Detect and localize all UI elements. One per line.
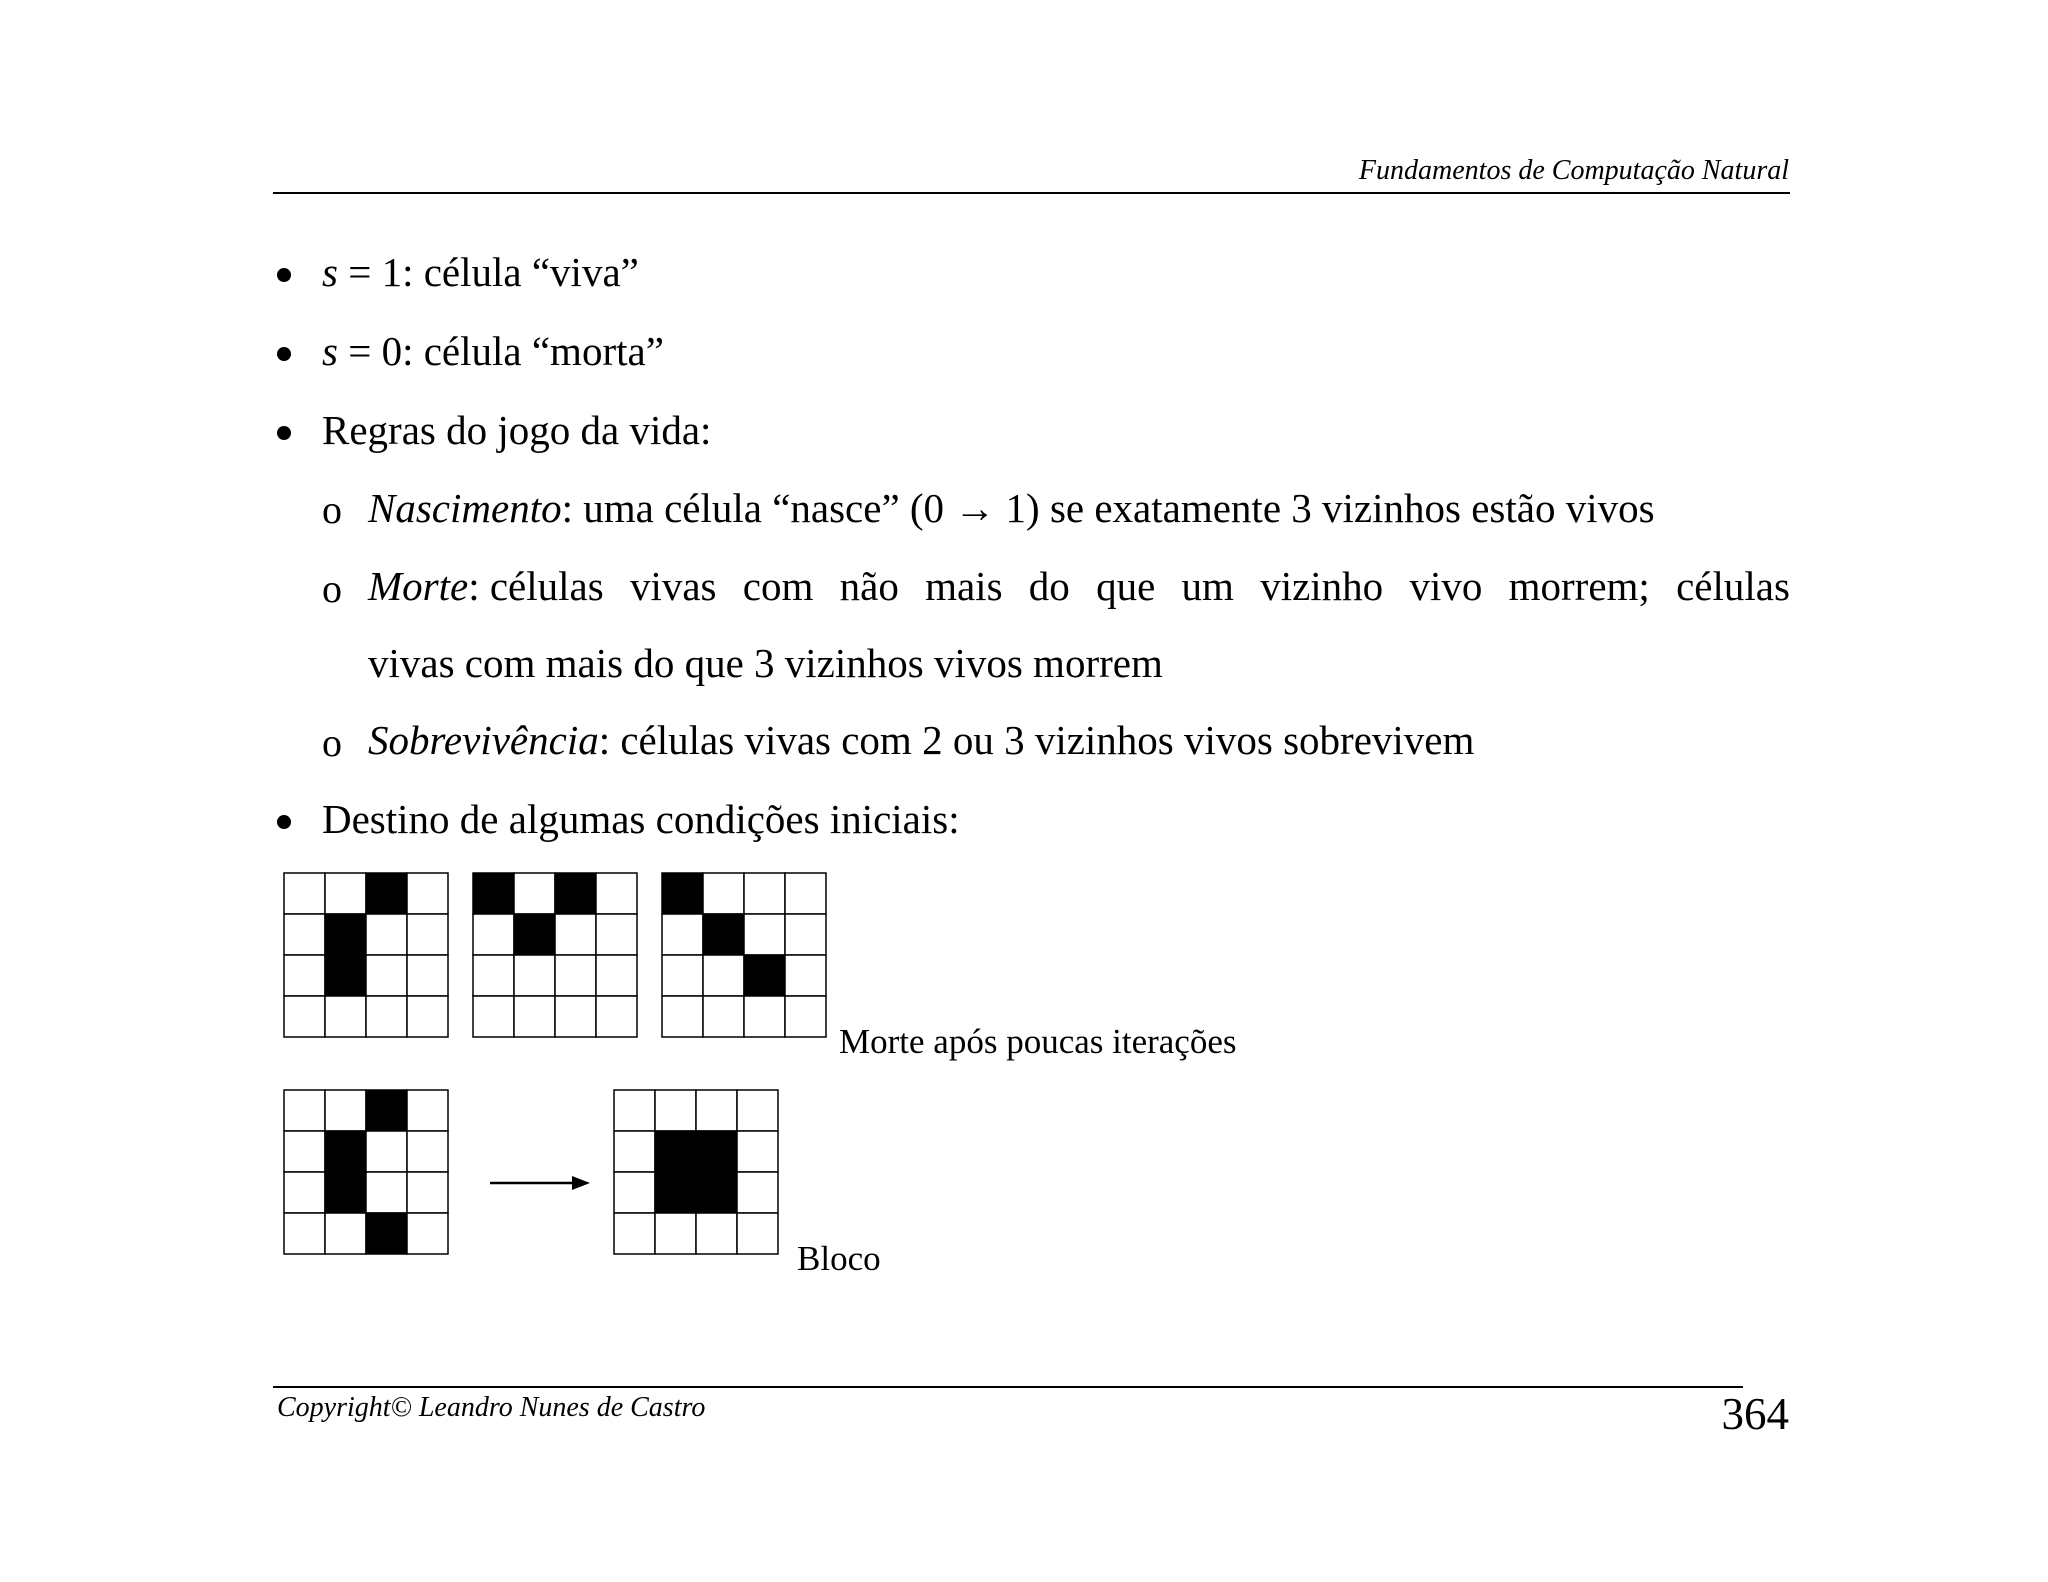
dead-cell — [407, 914, 448, 955]
live-cell — [662, 873, 703, 914]
dead-cell — [325, 873, 366, 914]
rule-morte-word: : células — [468, 563, 604, 609]
live-cell — [325, 955, 366, 996]
dead-cell — [696, 1213, 737, 1254]
rule-morte-word: um — [1181, 563, 1234, 609]
life-grid-3 — [661, 872, 827, 1038]
dead-cell — [744, 873, 785, 914]
rule-morte-word: morrem; — [1508, 563, 1650, 609]
life-grid-5-block — [613, 1089, 779, 1255]
dead-cell — [555, 955, 596, 996]
rule-morte-line2: vivas com mais do que 3 vizinhos vivos morrem — [368, 640, 1163, 686]
live-cell — [473, 873, 514, 914]
sub-bullet-marker: o — [322, 720, 342, 765]
dead-cell — [614, 1090, 655, 1131]
rule-morte-word: com — [742, 563, 814, 609]
dead-cell — [366, 1172, 407, 1213]
dead-cell — [744, 914, 785, 955]
caption-morte: Morte após poucas iterações — [839, 1022, 1237, 1061]
life-grid-4 — [283, 1089, 449, 1255]
dead-cell — [703, 996, 744, 1037]
variable-s: s — [322, 328, 338, 374]
rule-nascimento — [368, 485, 1655, 531]
rule-morte-word: que — [1096, 563, 1156, 609]
dead-cell — [407, 1172, 448, 1213]
rule-morte-word: vivo — [1409, 563, 1483, 609]
dead-cell — [514, 873, 555, 914]
dead-cell — [514, 955, 555, 996]
bullet-dot — [277, 268, 291, 282]
dead-cell — [473, 914, 514, 955]
dead-cell — [325, 1090, 366, 1131]
variable-s: s — [322, 249, 338, 295]
dead-cell — [655, 1213, 696, 1254]
dead-cell — [555, 996, 596, 1037]
transition-arrow-icon — [488, 1172, 592, 1194]
bullet-dot — [277, 347, 291, 361]
live-cell — [696, 1131, 737, 1172]
live-cell — [366, 873, 407, 914]
rule-sobrevivencia-term: Sobrevivência — [368, 717, 599, 763]
dead-cell — [284, 1131, 325, 1172]
rule-morte-line1 — [368, 563, 1790, 609]
dead-cell — [785, 996, 826, 1037]
dead-cell — [366, 955, 407, 996]
sub-bullet-marker: o — [322, 487, 342, 532]
live-cell — [744, 955, 785, 996]
rule-sobrevivencia — [368, 717, 1475, 763]
dead-cell — [473, 955, 514, 996]
dead-cell — [614, 1213, 655, 1254]
dead-cell — [407, 1213, 448, 1254]
rule-morte-word: do — [1028, 563, 1070, 609]
copyright: Copyright© Leandro Nunes de Castro — [277, 1392, 706, 1423]
bullet-dot — [277, 815, 291, 829]
life-grid-1 — [283, 872, 449, 1038]
live-cell — [655, 1131, 696, 1172]
dead-cell — [407, 873, 448, 914]
live-cell — [325, 914, 366, 955]
bullet-destino: Destino de algumas condições iniciais: — [322, 796, 960, 842]
rule-morte-term: Morte — [368, 563, 469, 609]
live-cell — [366, 1090, 407, 1131]
rule-morte-word: não — [839, 563, 899, 609]
dead-cell — [596, 914, 637, 955]
page-number: 364 — [1721, 1389, 1789, 1439]
dead-cell — [284, 996, 325, 1037]
dead-cell — [366, 1131, 407, 1172]
bullet-s0-text: = 0: célula “morta” — [337, 328, 664, 374]
dead-cell — [614, 1172, 655, 1213]
dead-cell — [662, 996, 703, 1037]
dead-cell — [703, 873, 744, 914]
dead-cell — [596, 955, 637, 996]
live-cell — [655, 1172, 696, 1213]
dead-cell — [785, 873, 826, 914]
dead-cell — [737, 1131, 778, 1172]
dead-cell — [284, 1213, 325, 1254]
rule-morte-word: células — [1676, 563, 1790, 609]
header-rule — [273, 192, 1790, 194]
dead-cell — [407, 996, 448, 1037]
rule-nascimento-text: : uma célula “nasce” (0 → 1) se exatamente 3 vizinhos estão vivos — [561, 485, 1655, 531]
dead-cell — [596, 996, 637, 1037]
bullet-s1-text: = 1: célula “viva” — [337, 249, 639, 295]
dead-cell — [284, 955, 325, 996]
rule-sobrevivencia-text: : células vivas com 2 ou 3 vizinhos vivos sobrevivem — [598, 717, 1475, 763]
live-cell — [696, 1172, 737, 1213]
dead-cell — [284, 1090, 325, 1131]
caption-bloco: Bloco — [797, 1239, 881, 1278]
live-cell — [366, 1213, 407, 1254]
dead-cell — [284, 1172, 325, 1213]
live-cell — [325, 1172, 366, 1213]
bullet-rules-heading: Regras do jogo da vida: — [322, 407, 712, 453]
rule-morte-word: vivas — [629, 563, 717, 609]
dead-cell — [737, 1172, 778, 1213]
dead-cell — [655, 1090, 696, 1131]
dead-cell — [407, 955, 448, 996]
dead-cell — [284, 914, 325, 955]
dead-cell — [662, 955, 703, 996]
rule-morte-word: vizinho — [1260, 563, 1384, 609]
dead-cell — [662, 914, 703, 955]
dead-cell — [737, 1090, 778, 1131]
life-grid-2 — [472, 872, 638, 1038]
dead-cell — [614, 1131, 655, 1172]
dead-cell — [407, 1090, 448, 1131]
dead-cell — [703, 955, 744, 996]
dead-cell — [555, 914, 596, 955]
dead-cell — [407, 1131, 448, 1172]
dead-cell — [785, 914, 826, 955]
rule-morte-word: mais — [925, 563, 1003, 609]
live-cell — [703, 914, 744, 955]
dead-cell — [696, 1090, 737, 1131]
sub-bullet-marker: o — [322, 566, 342, 611]
live-cell — [514, 914, 555, 955]
dead-cell — [325, 996, 366, 1037]
dead-cell — [473, 996, 514, 1037]
dead-cell — [366, 996, 407, 1037]
rule-nascimento-term: Nascimento — [368, 485, 562, 531]
dead-cell — [514, 996, 555, 1037]
live-cell — [555, 873, 596, 914]
dead-cell — [325, 1213, 366, 1254]
bullet-s1 — [322, 249, 639, 295]
footer-rule — [273, 1386, 1743, 1388]
bullet-dot — [277, 426, 291, 440]
bullet-s0 — [322, 328, 664, 374]
dead-cell — [744, 996, 785, 1037]
dead-cell — [366, 914, 407, 955]
live-cell — [325, 1131, 366, 1172]
dead-cell — [284, 873, 325, 914]
dead-cell — [785, 955, 826, 996]
header-title: Fundamentos de Computação Natural — [1358, 155, 1789, 186]
dead-cell — [596, 873, 637, 914]
dead-cell — [737, 1213, 778, 1254]
